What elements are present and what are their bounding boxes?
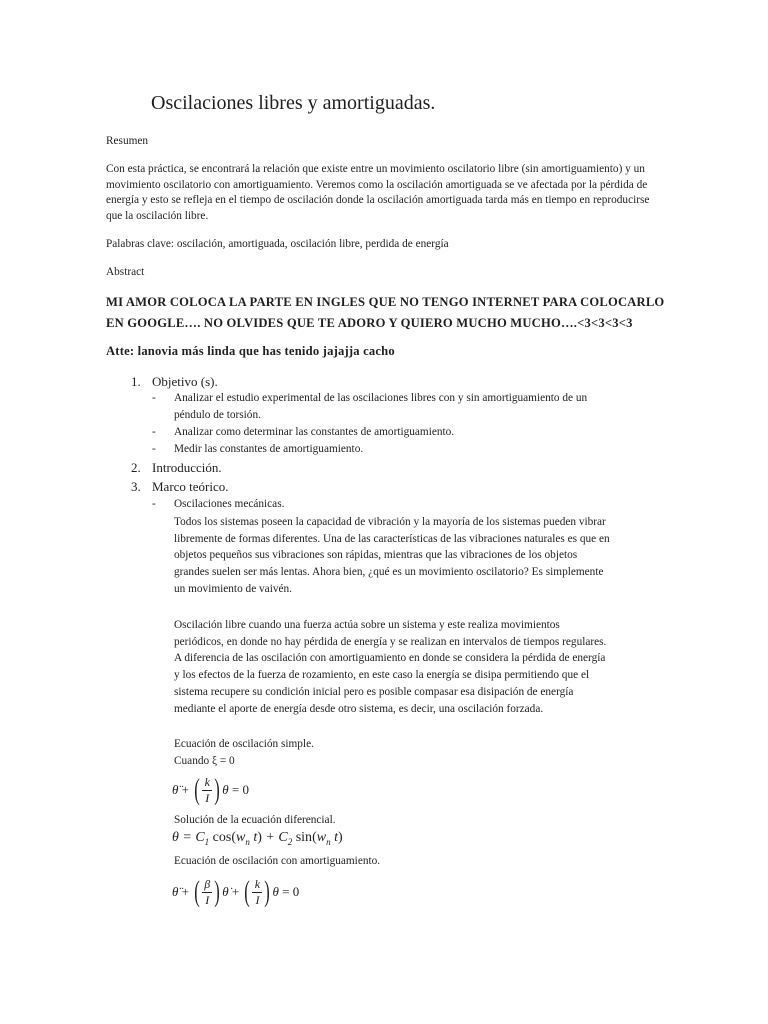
equation-solution: $\theta = C_1$ $\cos(w_n$ $t) + C_2$ $\sin(w_n$ t) (172, 830, 343, 847)
objective-line: Analizar el estudio experimental de las oscilaciones libres con y sin amortiguamiento de un (174, 392, 588, 404)
document-title: Oscilaciones libres y amortiguadas. (151, 92, 436, 114)
right-paren: ) (214, 875, 220, 908)
left-paren: ( (194, 875, 200, 908)
theory-paragraph-2 (174, 617, 662, 717)
numerator: β (204, 876, 211, 891)
section-number: 3. (131, 479, 141, 494)
paragraph-line: y los efectos de la fuerza de rozamiento, en este caso la energía se disipa permitiendo que el (174, 669, 590, 682)
theta-ddot-symbol: θ̈ (172, 782, 179, 797)
subscript: n (245, 836, 250, 847)
equation-damped (172, 872, 299, 912)
bold-note-line: EN GOOGLE…. NO OLVIDES QUE TE ADORO Y QUIERO MUCHO MUCHO….<3<3<3<3 (106, 316, 633, 330)
denominator: I (255, 892, 260, 907)
eq-condition: Cuando ξ = 0 (174, 755, 235, 767)
subsection-title: Oscilaciones mecánicas. (174, 498, 285, 510)
bullet-dash: - (152, 426, 156, 438)
bold-note (106, 292, 664, 334)
theta-ddot-symbol: θ̈ (172, 884, 179, 899)
eq-solution-label: Solución de la ecuación diferencial. (174, 814, 336, 826)
subscript: n (326, 836, 331, 847)
section-number: 1. (131, 374, 141, 389)
fraction-k-over-i (252, 877, 262, 908)
fraction-beta-over-i (202, 877, 212, 908)
numerator: k (204, 774, 210, 789)
subscript: 2 (287, 836, 293, 847)
left-paren: ( (194, 773, 200, 806)
atte-line: Atte: lanovia más linda que has tenido jajajja cacho (106, 344, 395, 358)
equals-zero: = 0 (231, 782, 249, 797)
paragraph-line: libremente de formas diferentes. Una de las características de las vibraciones naturales es que en (174, 532, 610, 545)
objective-item: Medir las constantes de amortiguamiento. (174, 443, 364, 455)
section-title: Marco teórico. (152, 479, 229, 494)
section-title: Introducción. (152, 460, 222, 475)
paragraph-line: objetos pequeños sus vibraciones son rápidas, mientras que las vibraciones de los objetos (174, 549, 578, 562)
bullet-dash: - (152, 498, 156, 510)
paragraph-line: sistema recupere su condición inicial pero es posible compasar esa disipación de energía (174, 685, 574, 698)
numerator: k (254, 876, 261, 891)
objective-item: Analizar como determinar las constantes de amortiguamiento. (174, 426, 455, 438)
resumen-heading: Resumen (106, 135, 149, 147)
resumen-paragraph (106, 162, 664, 224)
resumen-line: Con esta práctica, se encontrará la relación que existe entre un movimiento oscilatorio libre (sin amortiguamiento) y un (106, 163, 645, 175)
plus-sign: + (231, 884, 240, 899)
section-number: 2. (131, 460, 141, 475)
right-paren: ) (264, 875, 271, 908)
paragraph-line: mediante el aporte de energía desde otro sistema, es decir, una oscilación forzada. (174, 702, 544, 715)
sin-function: sin (295, 830, 313, 845)
eq-simple-label: Ecuación de oscilación simple. (174, 738, 314, 750)
section-title: Objetivo (s). (152, 374, 218, 389)
equation-simple (172, 770, 249, 810)
cos-function: cos (212, 830, 232, 845)
time-symbol: t (253, 830, 258, 845)
paragraph-line: Oscilación libre cuando una fuerza actúa sobre un sistema y este realiza movimientos (174, 619, 560, 631)
resumen-line: energía y esto se refleja en el tiempo de oscilación donde la oscilación amortiguada tarda más en tiempo en reproducirse (106, 194, 650, 207)
paragraph-line: grandes suelen ser más lentas. Ahora bien, ¿qué es un movimiento oscilatorio? Es simplemente (174, 566, 604, 579)
right-paren: ) (214, 773, 220, 806)
abstract-heading: Abstract (106, 266, 145, 278)
paragraph-line: A diferencia de las oscilación con amortiguamiento en donde se considera la pérdida de energía (174, 652, 606, 665)
fraction-k-over-i (202, 775, 212, 806)
resumen-line: que la oscilación libre. (106, 209, 209, 222)
plus-c: + C (265, 830, 288, 845)
objective-line: péndulo de torsión. (174, 408, 261, 421)
theta-symbol: θ (272, 884, 279, 899)
bullet-dash: - (152, 443, 156, 455)
paragraph-line: un movimiento de vaivén. (174, 582, 292, 595)
eq-damped-label: Ecuación de oscilación con amortiguamiento. (174, 855, 381, 867)
paragraph-line: Todos los sistemas poseen la capacidad de vibración y la mayoría de los sistemas pueden vibrar (174, 516, 606, 528)
plus-sign: + (181, 782, 189, 797)
bold-note-line: MI AMOR COLOCA LA PARTE EN INGLES QUE NO TENGO INTERNET PARA COLOCARLO (106, 295, 665, 309)
theta-dot-symbol: θ̇ (222, 884, 229, 899)
equals-zero: = 0 (282, 884, 300, 899)
bullet-dash: - (152, 392, 156, 404)
left-paren: ( (244, 875, 251, 908)
omega-symbol: w (236, 830, 246, 845)
solution-lhs: θ = C (172, 830, 205, 845)
theta-symbol: θ (222, 782, 229, 797)
objective-item (174, 390, 662, 423)
omega-symbol: w (316, 830, 327, 845)
subscript: 1 (204, 836, 210, 847)
palabras-clave: Palabras clave: oscilación, amortiguada, oscilación libre, perdida de energía (106, 238, 449, 250)
resumen-line: movimiento oscilatorio con amortiguamiento. Veremos como la oscilación amortiguada se ve afectada por la pérdida de (106, 178, 648, 191)
denominator: I (205, 790, 210, 805)
time-symbol: t (334, 830, 338, 845)
paragraph-line: periódicos, en donde no hay pérdida de energía y se realizan en intervalos de tiempos regulares. (174, 635, 607, 648)
plus-sign: + (181, 884, 189, 899)
denominator: I (205, 892, 210, 907)
theory-paragraph-1 (174, 514, 662, 598)
